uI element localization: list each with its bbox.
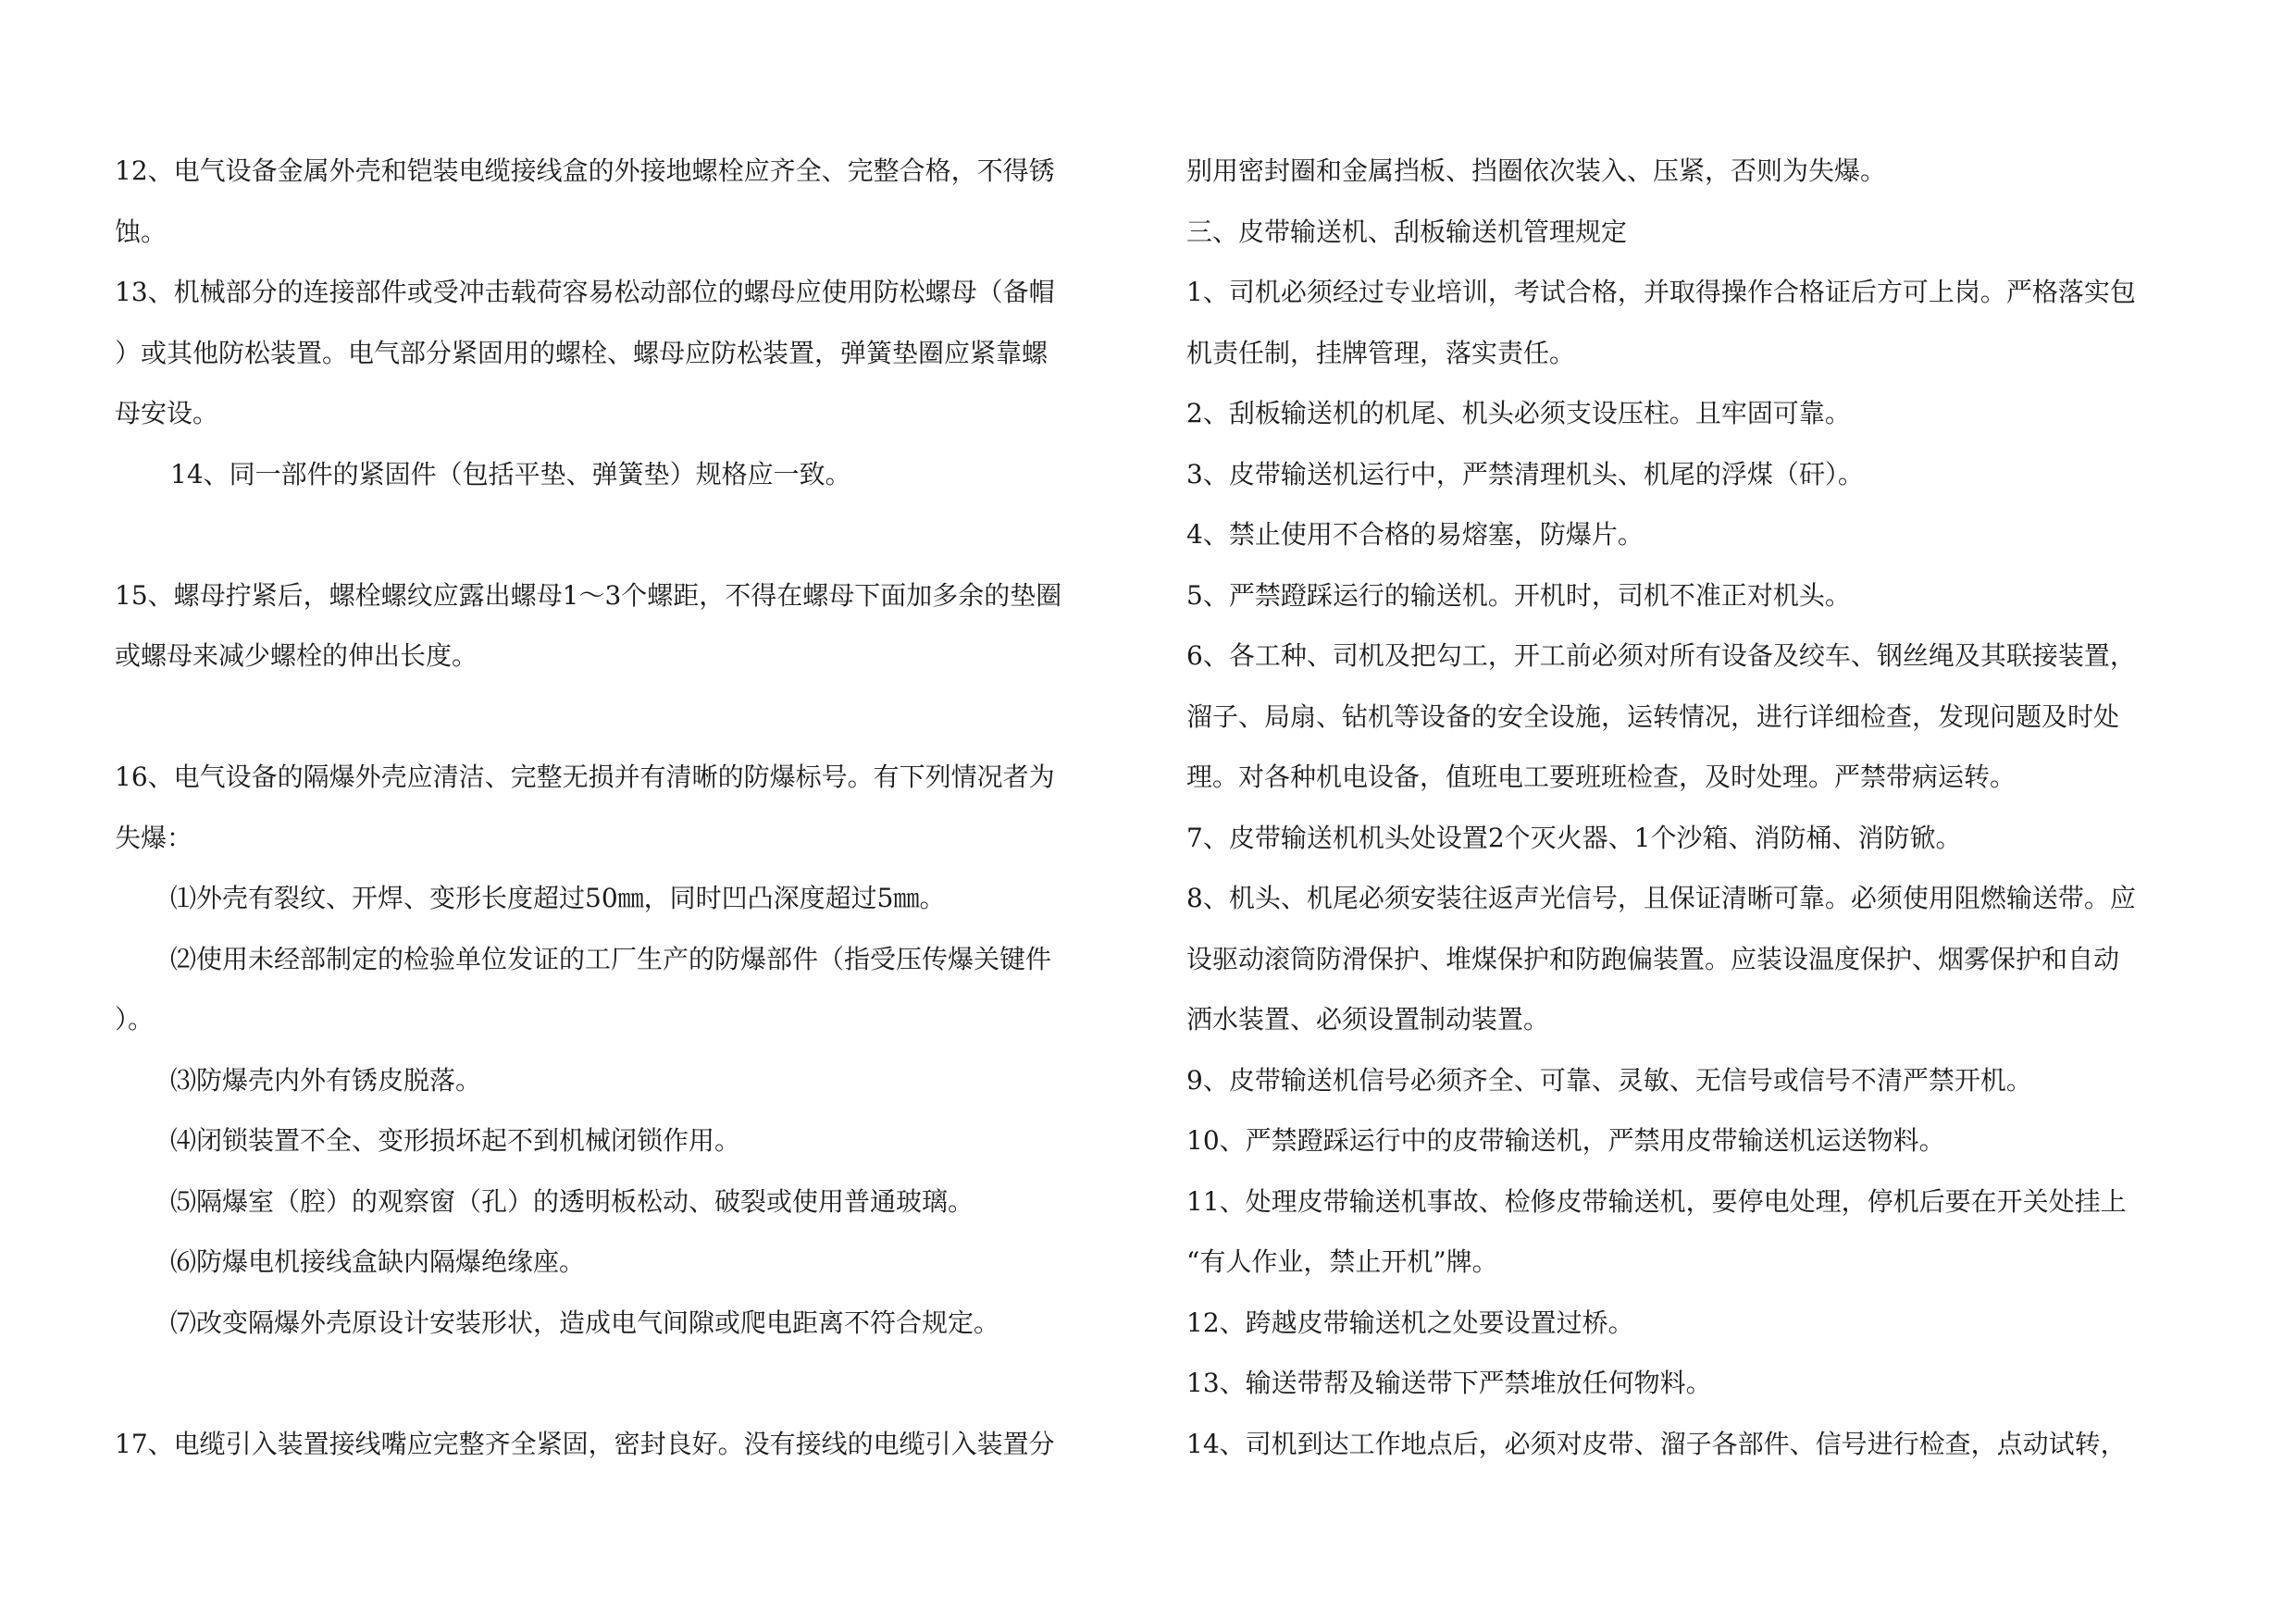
text-line: 4、禁止使用不合格的易熔塞，防爆片。 [1186, 519, 1644, 550]
text-line: 9、皮带输送机信号必须齐全、可靠、灵敏、无信号或信号不清严禁开机。 [1186, 1064, 2032, 1096]
text-line: 12、电气设备金属外壳和铠装电缆接线盒的外接地螺栓应齐全、完整合格，不得锈 [115, 155, 1055, 186]
blank-line [115, 504, 1114, 565]
right-text-column [1186, 141, 2191, 1474]
text-line: 14、司机到达工作地点后，必须对皮带、溜子各部件、信号进行检查，点动试转， [1186, 1428, 2127, 1459]
text-line: 设驱动滚筒防滑保护、堆煤保护和防跑偏装置。应装设温度保护、烟雾保护和自动 [1186, 943, 2120, 974]
text-line: ）或其他防松装置。电气部分紧固用的螺栓、螺母应防松装置，弹簧垫圈应紧靠螺 [115, 337, 1049, 368]
text-line: 别用密封圈和金属挡板、挡圈依次装入、压紧，否则为失爆。 [1186, 155, 1887, 186]
text-line: 5、严禁蹬踩运行的输送机。开机时，司机不准正对机头。 [1186, 579, 1851, 611]
left-text-column [115, 141, 1114, 1474]
text-line: ⑷闭锁装置不全、变形损坏起不到机械闭锁作用。 [170, 1125, 741, 1156]
text-line: 1、司机必须经过专业培训，考试合格，并取得操作合格证后方可上岗。严格落实包 [1186, 277, 2136, 307]
text-line: 机责任制，挂牌管理，落实责任。 [1186, 337, 1576, 368]
text-line: 2、刮板输送机的机尾、机头必须支设压柱。且牢固可靠。 [1186, 398, 1851, 428]
text-line: ）。 [115, 1004, 155, 1035]
text-line: ⑵使用未经部制定的检验单位发证的工厂生产的防爆部件（指受压传爆关键件 [170, 943, 1052, 974]
text-line: 13、输送带帮及输送带下严禁堆放任何物料。 [1186, 1368, 1712, 1398]
text-line: 蚀。 [115, 216, 168, 247]
text-line: 16、电气设备的隔爆外壳应清洁、完整无损并有清晰的防爆标号。有下列情况者为 [115, 762, 1055, 792]
text-line: 三、皮带输送机、刮板输送机管理规定 [1186, 216, 1628, 247]
text-line: 12、跨越皮带输送机之处要设置过桥。 [1186, 1307, 1634, 1338]
text-line: 13、机械部分的连接部件或受冲击载荷容易松动部位的螺母应使用防松螺母（备帽 [115, 277, 1055, 307]
text-line: 母安设。 [115, 398, 219, 428]
text-line: 溜子、局扇、钻机等设备的安全设施，运转情况，进行详细检查，发现问题及时处 [1186, 700, 2120, 732]
blank-line [115, 687, 1114, 748]
text-line: 理。对各种机电设备，值班电工要班班检查，及时处理。严禁带病运转。 [1186, 762, 2017, 792]
text-line: 或螺母来减少螺栓的伸出长度。 [115, 640, 478, 671]
text-line: 10、严禁蹬踩运行中的皮带输送机，严禁用皮带输送机运送物料。 [1186, 1125, 1945, 1156]
text-line: ⑹防爆电机接线盒缺内隔爆绝缘座。 [170, 1246, 586, 1277]
text-line: ⑸隔爆室（腔）的观察窗（孔）的透明板松动、破裂或使用普通玻璃。 [170, 1185, 974, 1217]
text-line: ⑺改变隔爆外壳原设计安装形状，造成电气间隙或爬电距离不符合规定。 [170, 1307, 1000, 1338]
text-line: 8、机头、机尾必须安装往返声光信号，且保证清晰可靠。必须使用阻燃输送带。应 [1186, 883, 2136, 913]
text-line: ⑴外壳有裂纹、开焊、变形长度超过50㎜，同时凹凸深度超过5㎜。 [170, 883, 946, 913]
text-line: 11、处理皮带输送机事故、检修皮带输送机，要停电处理，停机后要在开关处挂上 [1186, 1185, 2127, 1217]
text-line: 15、螺母拧紧后，螺栓螺纹应露出螺母1～3个螺距，不得在螺母下面加多余的垫圈 [115, 579, 1062, 611]
text-line: “有人作业，禁止开机”牌。 [1186, 1246, 1498, 1277]
text-line: 3、皮带输送机运行中，严禁清理机头、机尾的浮煤（矸）。 [1186, 458, 1864, 489]
text-line: 7、皮带输送机机头处设置2个灭火器、1个沙箱、消防桶、消防锨。 [1186, 822, 1962, 853]
text-line: 洒水装置、必须设置制动装置。 [1186, 1004, 1550, 1035]
text-line: 失爆： [115, 822, 193, 853]
blank-line [115, 1353, 1114, 1414]
text-line: 6、各工种、司机及把勾工，开工前必须对所有设备及绞车、钢丝绳及其联接装置， [1186, 640, 2136, 671]
text-line: ⑶防爆壳内外有锈皮脱落。 [170, 1064, 482, 1096]
text-line: 14、同一部件的紧固件（包括平垫、弹簧垫）规格应一致。 [170, 458, 851, 489]
text-line: 17、电缆引入装置接线嘴应完整齐全紧固，密封良好。没有接线的电缆引入装置分 [115, 1428, 1055, 1459]
